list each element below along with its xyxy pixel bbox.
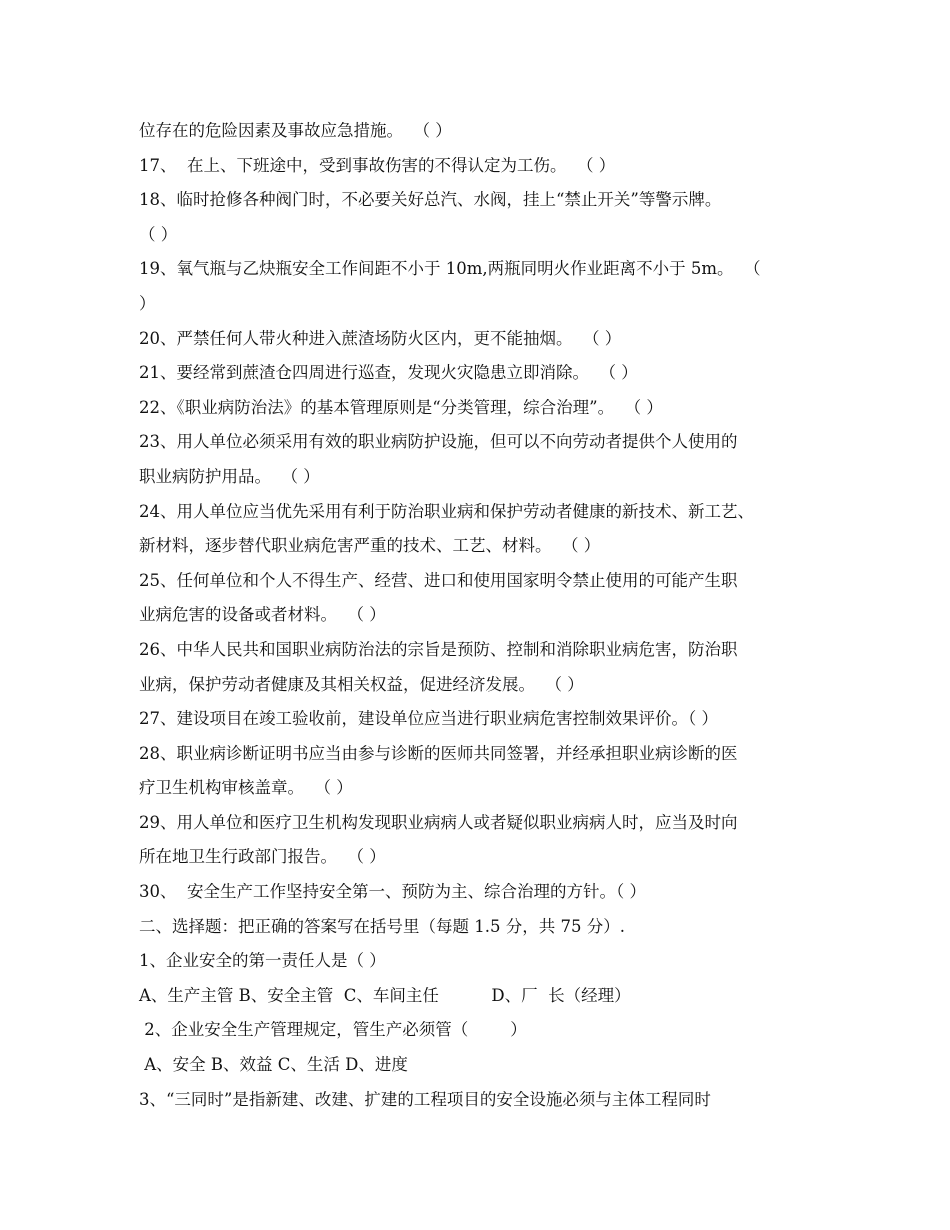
text-line: 26、中华人民共和国职业病防治法的宗旨是预防、控制和消除职业病危害，防治职 bbox=[139, 639, 738, 659]
text-line: 24、用人单位应当优先采用有利于防治职业病和保护劳动者健康的新技术、新工艺、 bbox=[139, 501, 754, 521]
text-line: 19、氧气瓶与乙炔瓶安全工作间距不小于 10m,两瓶同明火作业距离不小于 5m。 （ bbox=[139, 259, 761, 279]
text-line: （ ） bbox=[139, 224, 178, 244]
option-line: A、安全 B、效益 C、生活 D、进度 bbox=[139, 1055, 408, 1075]
text-line: ） bbox=[139, 293, 156, 313]
text-line: 业病危害的设备或者材料。 （ ） bbox=[139, 605, 386, 625]
text-line: 职业病防护用品。 （ ） bbox=[139, 466, 320, 486]
text-line: 23、用人单位必须采用有效的职业病防护设施，但可以不向劳动者提供个人使用的 bbox=[139, 432, 738, 452]
text-line: 18、临时抢修各种阀门时，不必要关好总汽、水阀，挂上“禁止开关”等警示牌。 bbox=[139, 190, 722, 210]
text-line: 位存在的危险因素及事故应急措施。 （ ） bbox=[139, 121, 452, 140]
text-line: 21、要经常到蔗渣仓四周进行巡查，发现火灾隐患立即消除。 （ ） bbox=[139, 363, 638, 383]
text-line: 29、用人单位和医疗卫生机构发现职业病病人或者疑似职业病病人时，应当及时向 bbox=[139, 812, 738, 832]
text-line: 17、 在上、下班途中，受到事故伤害的不得认定为工伤。 （ ） bbox=[139, 155, 616, 175]
text-line: 22、《职业病防治法》的基本管理原则是“分类管理，综合治理”。 （ ） bbox=[139, 397, 663, 417]
document-body bbox=[139, 114, 839, 1117]
text-line: 所在地卫生行政部门报告。 （ ） bbox=[139, 847, 386, 867]
text-line: 30、 安全生产工作坚持安全第一、预防为主、综合治理的方针。（ ） bbox=[139, 882, 646, 902]
text-line: 2、企业安全生产管理规定，管生产必须管（ ） bbox=[139, 1020, 527, 1040]
text-line: 28、职业病诊断证明书应当由参与诊断的医师共同签署，并经承担职业病诊断的医 bbox=[139, 743, 738, 763]
option-line: A、生产主管 B、安全主管 C、车间主任 D、厂 长（经理） bbox=[139, 985, 631, 1005]
text-line: 3、“三同时”是指新建、改建、扩建的工程项目的安全设施必须与主体工程同时 bbox=[139, 1089, 711, 1109]
text-line: 20、严禁任何人带火种进入蔗渣场防火区内，更不能抽烟。 （ ） bbox=[139, 328, 622, 348]
section-heading: 二、选择题：把正确的答案写在括号里（每题 1.5 分，共 75 分）. bbox=[139, 916, 625, 936]
text-line: 业病，保护劳动者健康及其相关权益，促进经济发展。 （ ） bbox=[139, 674, 584, 694]
text-line: 新材料，逐步替代职业病危害严重的技术、工艺、材料。 （ ） bbox=[139, 536, 601, 556]
text-line: 1、企业安全的第一责任人是（ ） bbox=[139, 951, 386, 971]
text-line: 27、建设项目在竣工验收前，建设单位应当进行职业病危害控制效果评价。（ ） bbox=[139, 709, 718, 729]
text-line: 25、任何单位和个人不得生产、经营、进口和使用国家明令禁止使用的可能产生职 bbox=[139, 570, 738, 590]
text-line: 疗卫生机构审核盖章。 （ ） bbox=[139, 778, 353, 798]
